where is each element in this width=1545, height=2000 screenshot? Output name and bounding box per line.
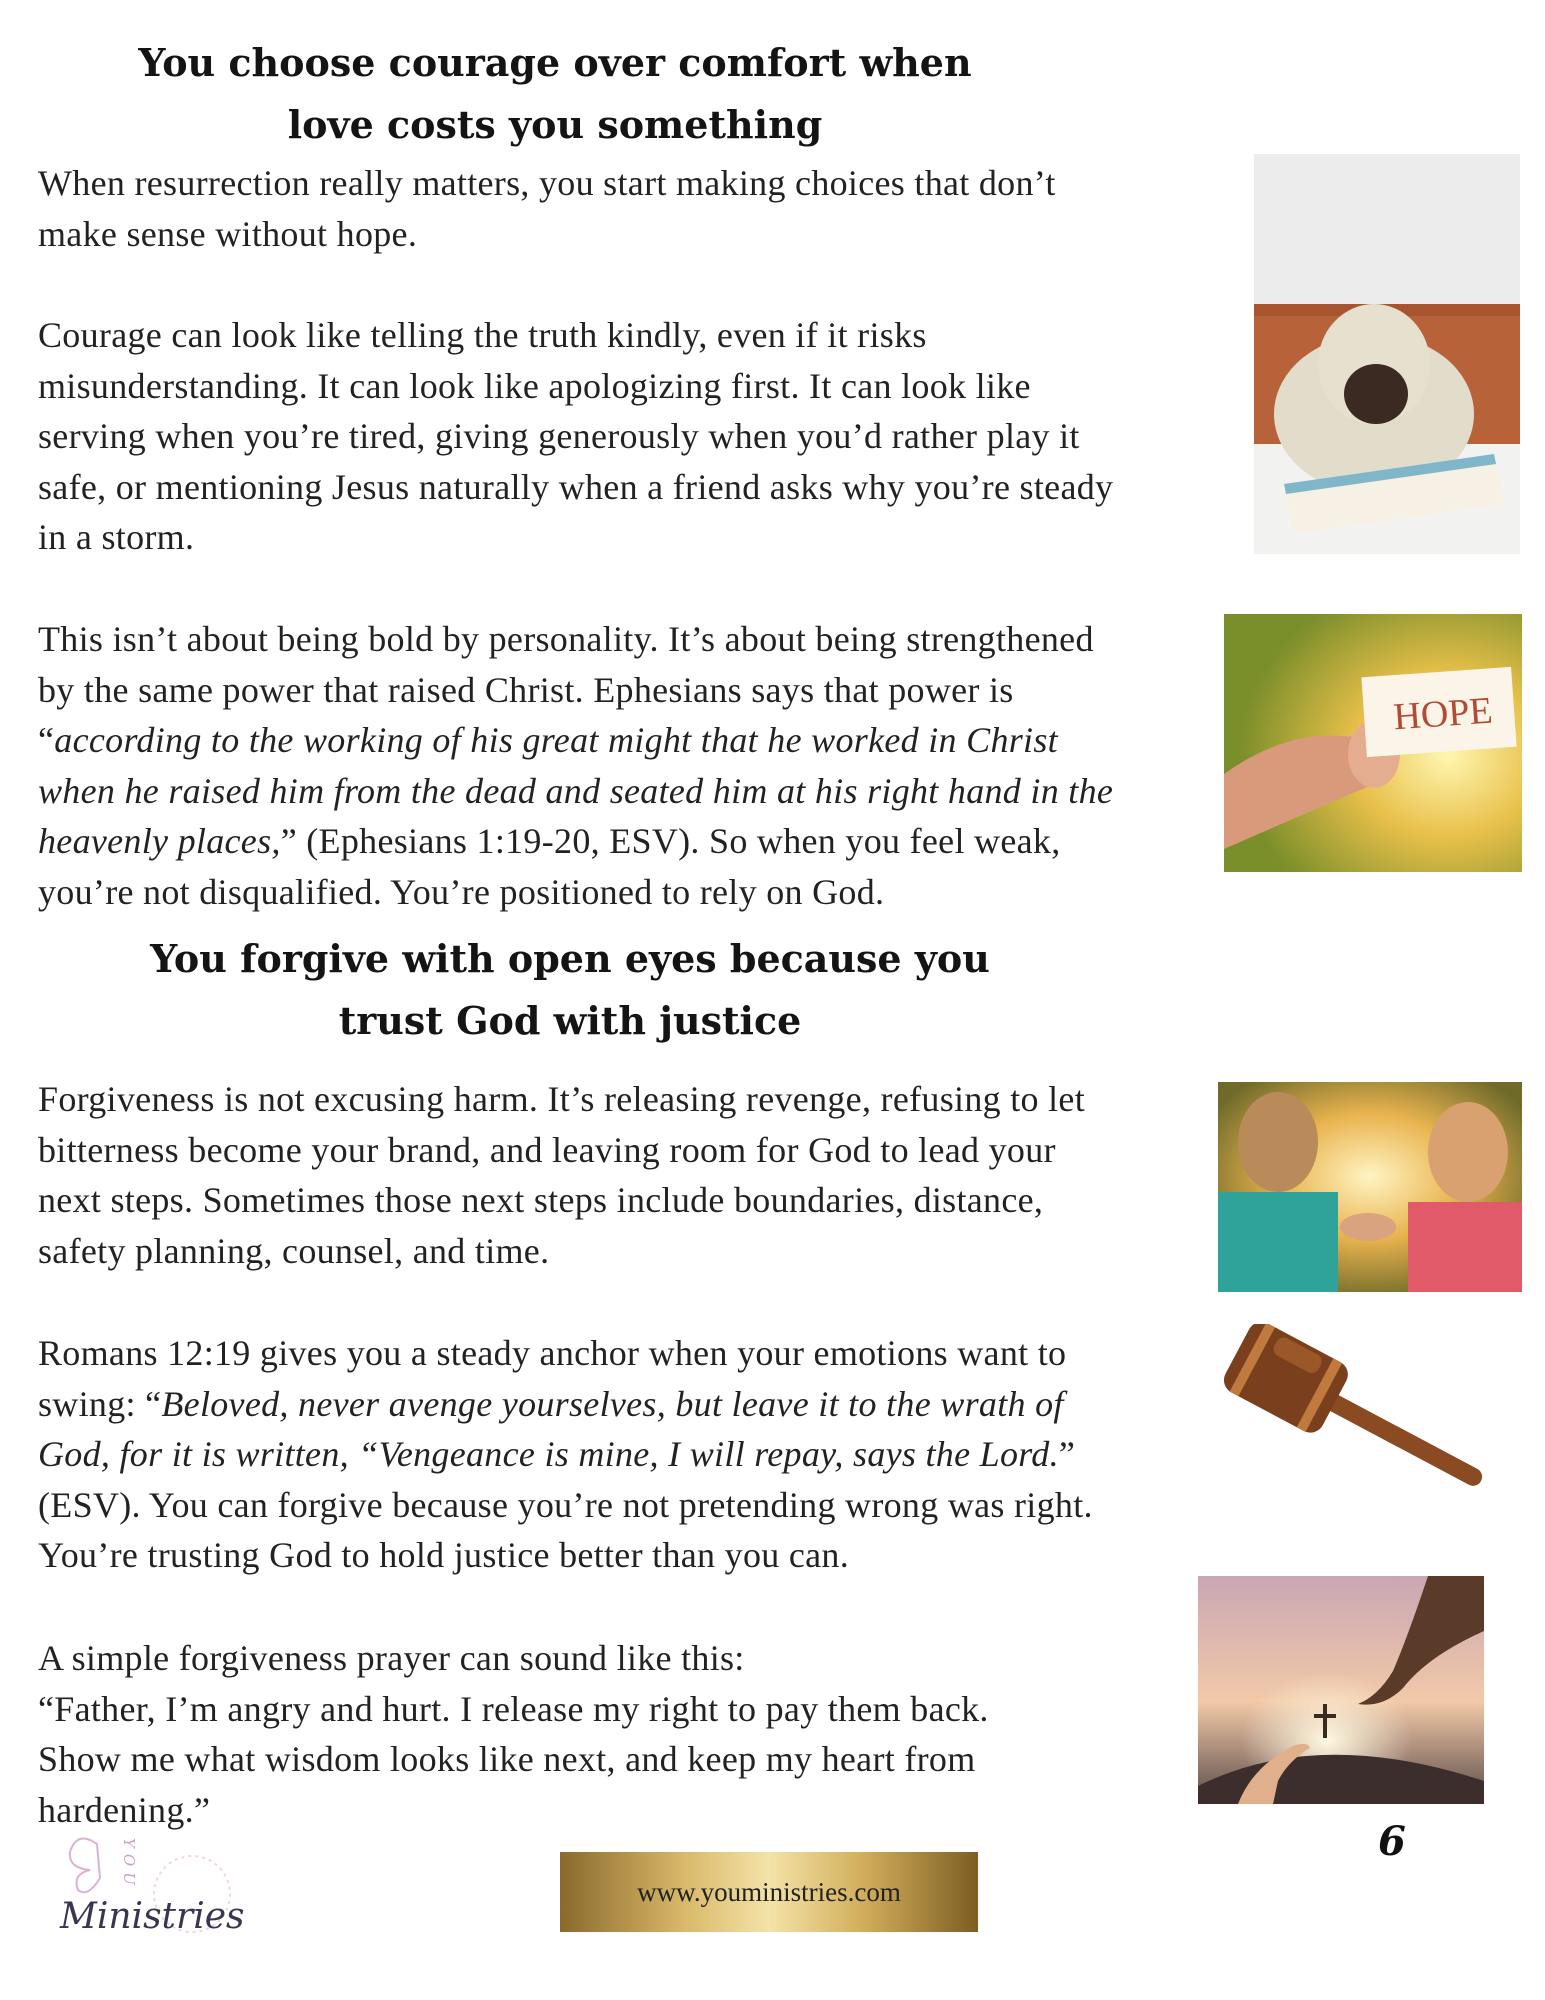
text-segment: swing: “	[38, 1383, 162, 1424]
scripture-text: heavenly places,	[38, 821, 281, 861]
logo-letters: YOU	[120, 1838, 138, 1891]
text-line: Romans 12:19 gives you a steady anchor when your emotions want to	[38, 1333, 1067, 1373]
quote-mark: ”	[1058, 1434, 1076, 1474]
photo-hope-card-art	[1224, 614, 1522, 872]
text-line: by the same power that raised Christ. Ephesians says that power is	[38, 669, 1014, 710]
website-url[interactable]: www.youministries.com	[637, 1876, 901, 1907]
section2-heading-line2: trust God with justice	[338, 998, 802, 1043]
photo-tired-student-art	[1254, 154, 1520, 554]
section1-paragraph-3	[38, 614, 1238, 917]
website-link[interactable]	[560, 1852, 978, 1932]
photo-reaching-hands-cross	[1198, 1576, 1484, 1804]
ministries-logo	[42, 1834, 245, 1964]
scripture-text: God, for it is written, “Vengeance is mine, I will repay, says the Lord.	[38, 1434, 1059, 1474]
page-number: 6	[1378, 1818, 1406, 1865]
section2-paragraph-1	[38, 1074, 1238, 1276]
section1-paragraph-1	[38, 158, 1238, 259]
text-line	[38, 766, 1238, 817]
text-line: This isn’t about being bold by personality. It’s about being strengthened	[38, 619, 1094, 659]
text-line: serving when you’re tired, giving generously when you’d rather play it	[38, 416, 1080, 456]
scripture-text: according to the working of his great might that he worked in Christ	[54, 720, 1058, 760]
photo-gavel	[1214, 1324, 1504, 1524]
text-line	[38, 715, 1238, 766]
text-line	[38, 1379, 1238, 1430]
section2-heading-line1: You forgive with open eyes because you	[150, 936, 990, 981]
text-line: make sense without hope.	[38, 213, 418, 254]
photo-gavel-art	[1214, 1324, 1504, 1524]
section2-paragraph-3	[38, 1633, 1238, 1835]
text-line: next steps. Sometimes those next steps include boundaries, distance,	[38, 1180, 1044, 1220]
text-line: (ESV). You can forgive because you’re not pretending wrong was right.	[38, 1484, 1093, 1525]
section1-heading	[120, 32, 990, 156]
text-line	[38, 816, 1238, 867]
photo-kids-pinky-promise-art	[1218, 1082, 1522, 1292]
text-line: bitterness become your brand, and leaving room for God to lead your	[38, 1129, 1056, 1170]
hope-card-label: HOPE	[1392, 689, 1494, 739]
citation-text: ” (Ephesians 1:19-20, ESV). So when you feel weak,	[280, 821, 1061, 861]
section1-heading-line2: love costs you something	[287, 102, 823, 147]
section2-paragraph-2	[38, 1328, 1238, 1581]
section1-heading-line1: You choose courage over comfort when	[138, 40, 972, 85]
text-line: You’re trusting God to hold justice better than you can.	[38, 1535, 850, 1575]
text-line: “Father, I’m angry and hurt. I release my right to pay them back.	[38, 1688, 989, 1729]
text-line: Courage can look like telling the truth kindly, even if it risks	[38, 315, 927, 355]
section1-paragraph-2	[38, 310, 1238, 563]
text-line: you’re not disqualified. You’re positioned to rely on God.	[38, 871, 885, 912]
scripture-text: Beloved, never avenge yourselves, but leave it to the wrath of	[161, 1383, 1064, 1424]
text-line: safe, or mentioning Jesus naturally when a friend asks why you’re steady	[38, 466, 1114, 507]
logo-wordmark: Ministries	[60, 1896, 245, 1937]
quote-mark: “	[38, 720, 55, 760]
photo-kids-pinky-promise	[1218, 1082, 1522, 1292]
photo-reaching-hands-cross-art	[1198, 1576, 1484, 1804]
photo-hope-card	[1224, 614, 1522, 872]
text-line: Forgiveness is not excusing harm. It’s releasing revenge, refusing to let	[38, 1079, 1086, 1119]
text-line: in a storm.	[38, 517, 195, 557]
text-line	[38, 1429, 1238, 1480]
scripture-text: when he raised him from the dead and seated him at his right hand in the	[38, 770, 1114, 811]
text-line: misunderstanding. It can look like apologizing first. It can look like	[38, 365, 1031, 406]
text-line: When resurrection really matters, you start making choices that don’t	[38, 163, 1056, 203]
text-line: Show me what wisdom looks like next, and keep my heart from	[38, 1739, 976, 1779]
photo-tired-student	[1254, 154, 1520, 554]
text-line: A simple forgiveness prayer can sound like this:	[38, 1638, 745, 1678]
text-line: hardening.”	[38, 1789, 211, 1830]
text-line: safety planning, counsel, and time.	[38, 1230, 550, 1271]
section2-heading	[120, 928, 1020, 1052]
